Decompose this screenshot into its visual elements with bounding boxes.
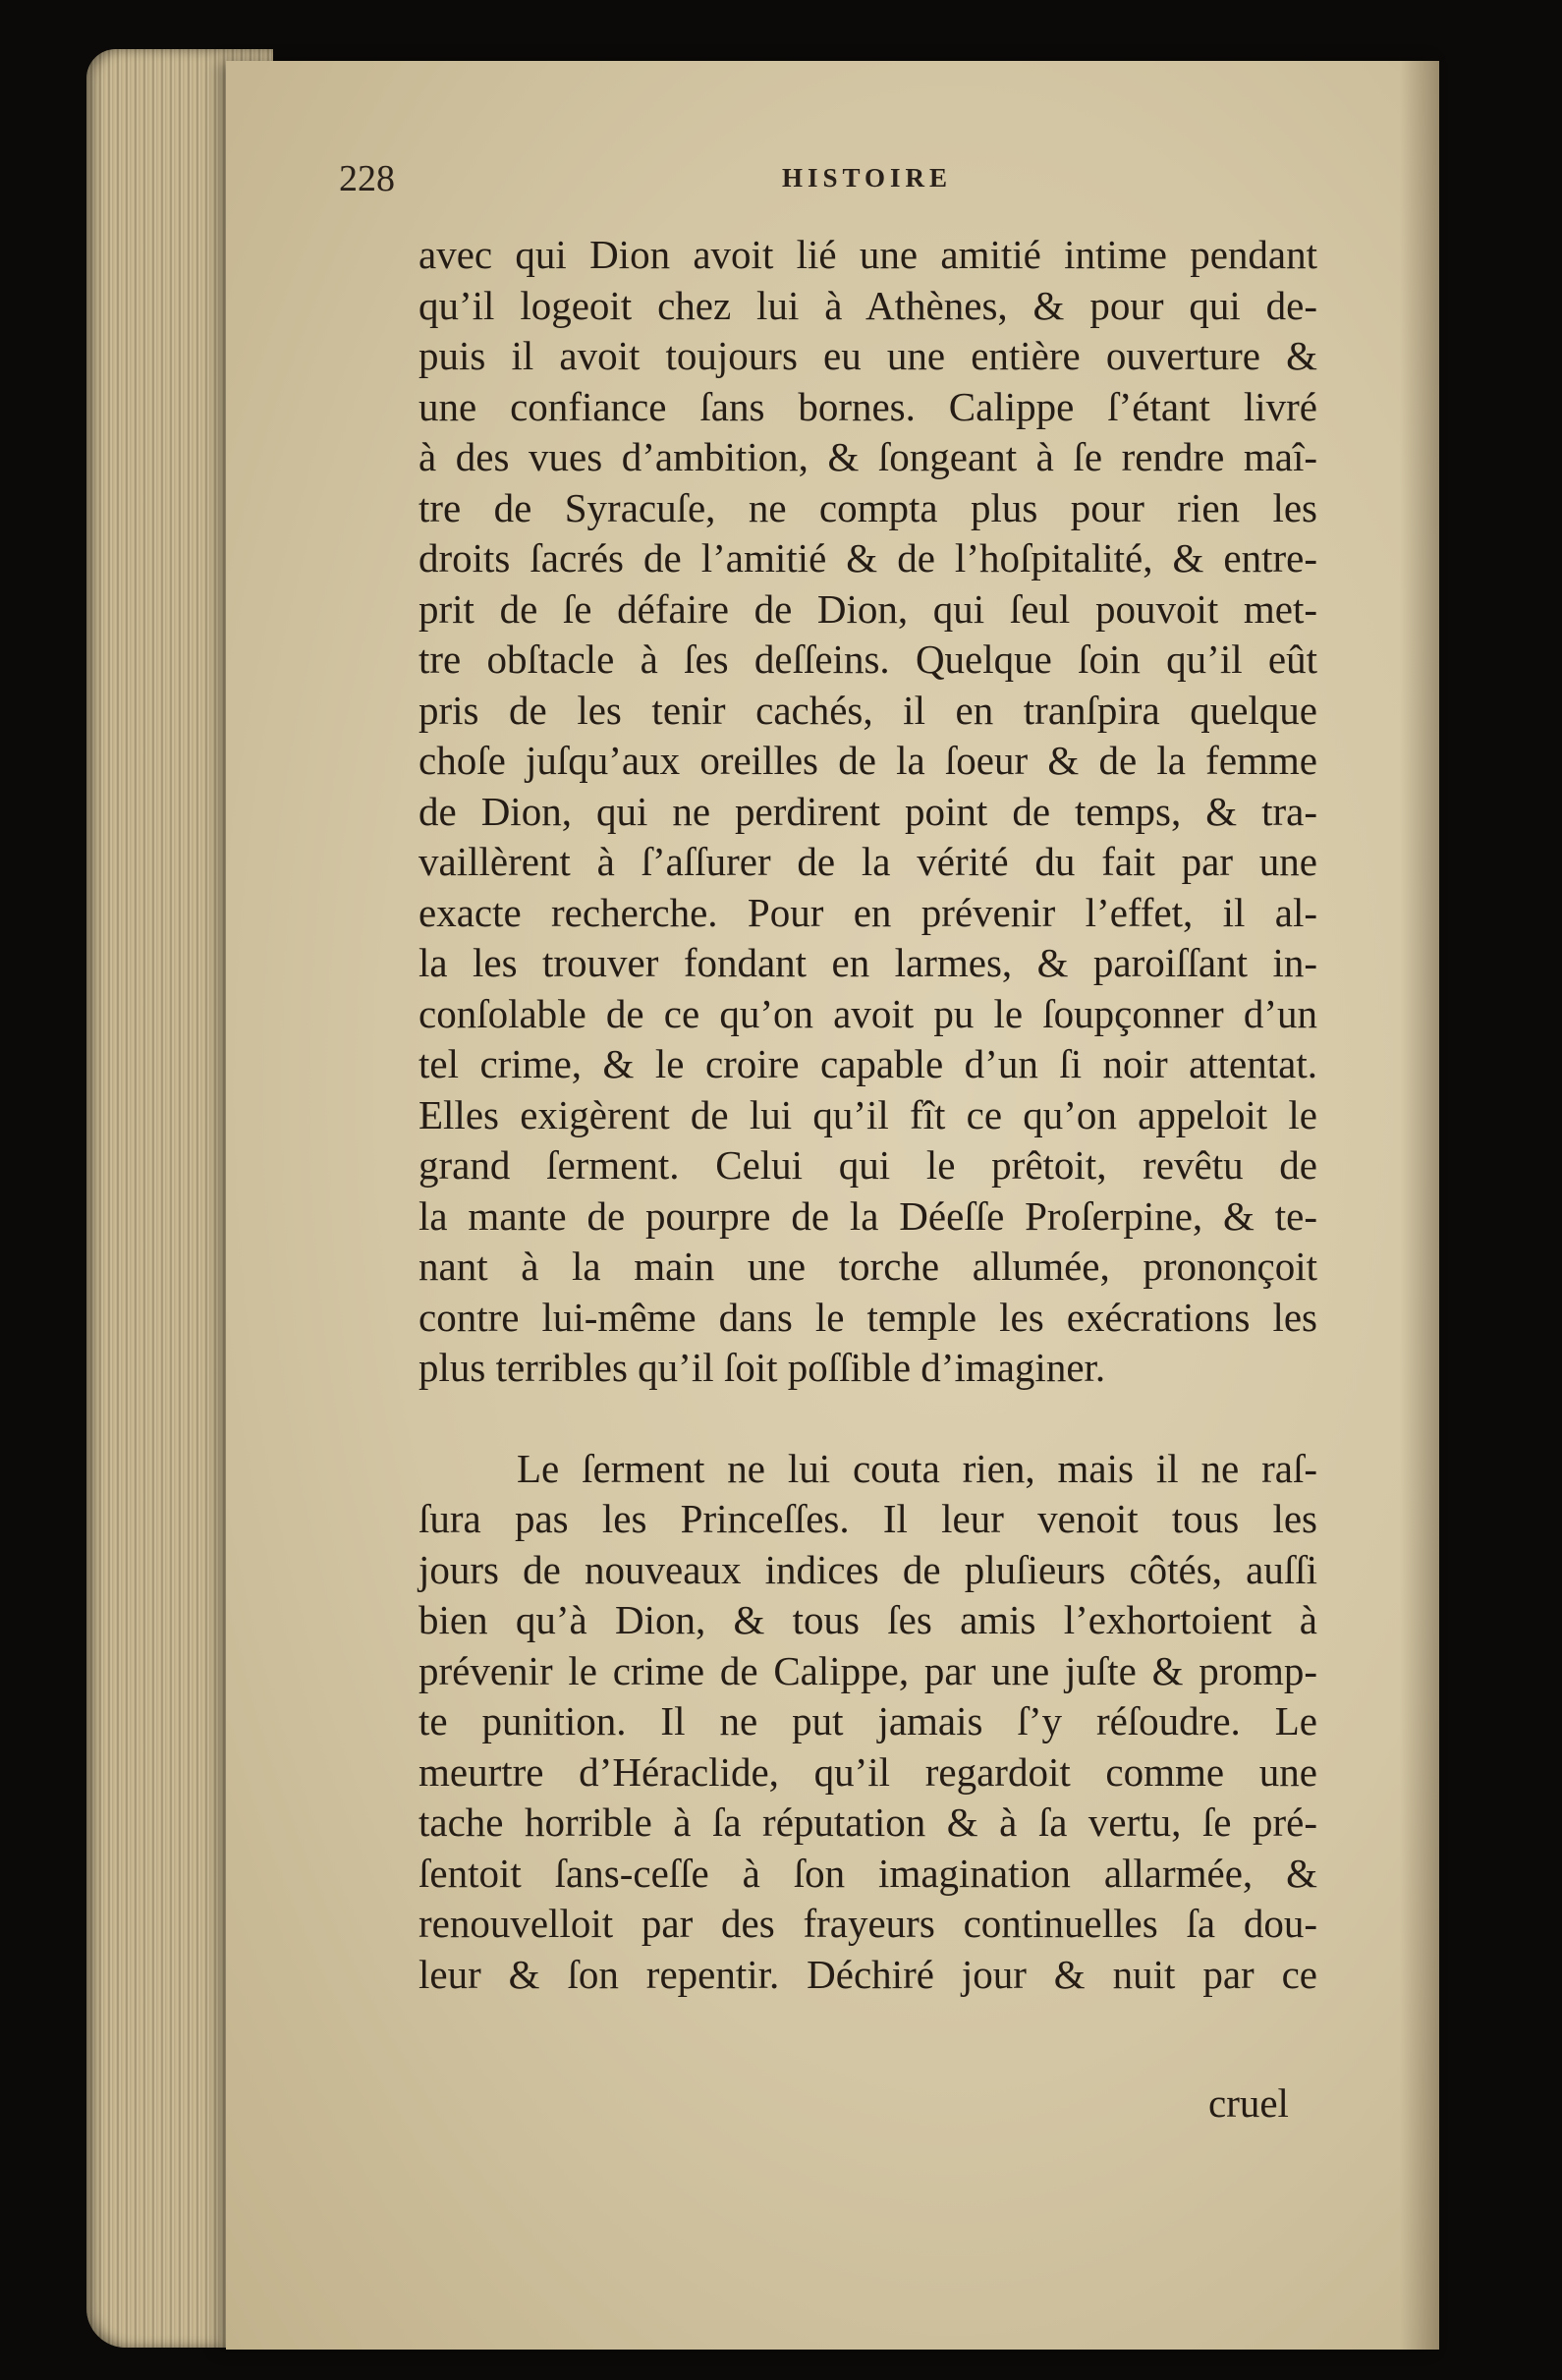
text-line: tre de Syracuſe, ne compta plus pour rien les xyxy=(418,484,1317,530)
text-line: ſentoit ſans-ceſſe à ſon imagination allarmée, & xyxy=(418,1850,1317,1896)
text-line: tre obſtacle à ſes deſſeins. Quelque ſoin qu’il eût xyxy=(418,637,1317,682)
text-line: choſe juſqu’aux oreilles de la ſoeur & de la femme xyxy=(418,738,1317,783)
text-line: Elles exigèrent de lui qu’il fît ce qu’on appeloit le xyxy=(418,1091,1317,1137)
text-line: Le ſerment ne lui couta rien, mais il ne raſ- xyxy=(517,1445,1317,1491)
paragraph-1 xyxy=(418,230,1317,1394)
catchword: cruel xyxy=(1208,2080,1289,2126)
text-line: leur & ſon repentir. Déchiré jour & nuit par ce xyxy=(418,1951,1317,1997)
text-line: conſolable de ce qu’on avoit pu le ſoupçonner d’un xyxy=(418,990,1317,1036)
text-line: la les trouver fondant en larmes, & paroiſſant in- xyxy=(418,940,1317,985)
text-line: la mante de pourpre de la Déeſſe Proſerpine, & te- xyxy=(418,1192,1317,1239)
text-line: ſura pas les Princeſſes. Il leur venoit tous les xyxy=(418,1496,1317,1541)
text-line: droits ſacrés de l’amitié & de l’hoſpitalité, & entre- xyxy=(418,535,1317,581)
page-number: 228 xyxy=(339,158,395,199)
body-text xyxy=(418,230,1317,2000)
text-line: jours de nouveaux indices de pluſieurs côtés, auſſi xyxy=(418,1546,1317,1592)
text-line: de Dion, qui ne perdirent point de temps, & tra- xyxy=(418,788,1317,834)
text-line: te punition. Il ne put jamais ſ’y réſoudre. Le xyxy=(418,1698,1317,1743)
text-line: exacte recherche. Pour en prévenir l’effet, il al- xyxy=(418,889,1317,935)
text-line: plus terribles qu’il ſoit poſſible d’imaginer. xyxy=(418,1345,1106,1390)
text-line: grand ſerment. Celui qui le prêtoit, revêtu de xyxy=(418,1142,1317,1188)
running-head xyxy=(226,157,1439,216)
text-line: pris de les tenir cachés, il en tranſpira quelque xyxy=(418,687,1317,733)
text-line: nant à la main une torche allumée, prononçoit xyxy=(418,1244,1317,1289)
text-line: prit de ſe défaire de Dion, qui ſeul pouvoit met- xyxy=(418,585,1317,632)
text-line: puis il avoit toujours eu une entière ouverture & xyxy=(418,333,1317,378)
text-line: avec qui Dion avoit lié une amitié intime pendant xyxy=(418,232,1317,277)
text-line: qu’il logeoit chez lui à Athènes, & pour qui de- xyxy=(418,282,1317,328)
running-title: HISTOIRE xyxy=(782,163,953,193)
text-line: une confiance ſans bornes. Calippe ſ’étant livré xyxy=(418,383,1317,429)
paragraph-2 xyxy=(418,1444,1317,2001)
text-line: à des vues d’ambition, & ſongeant à ſe rendre maî- xyxy=(418,434,1317,479)
text-line: contre lui-même dans le temple les exécrations les xyxy=(418,1294,1317,1340)
book-page xyxy=(226,61,1439,2350)
text-line: vaillèrent à ſ’aſſurer de la vérité du fait par une xyxy=(418,839,1317,884)
text-line: meurtre d’Héraclide, qu’il regardoit comme une xyxy=(418,1748,1317,1795)
text-line: tel crime, & le croire capable d’un ſi noir attentat. xyxy=(418,1041,1317,1086)
text-line: tache horrible à ſa réputation & à ſa vertu, ſe pré- xyxy=(418,1799,1317,1845)
text-line: bien qu’à Dion, & tous ſes amis l’exhortoient à xyxy=(418,1597,1317,1642)
text-line: renouvelloit par des frayeurs continuelles ſa dou- xyxy=(418,1901,1317,1946)
text-line: prévenir le crime de Calippe, par une juſte & promp- xyxy=(418,1647,1317,1693)
